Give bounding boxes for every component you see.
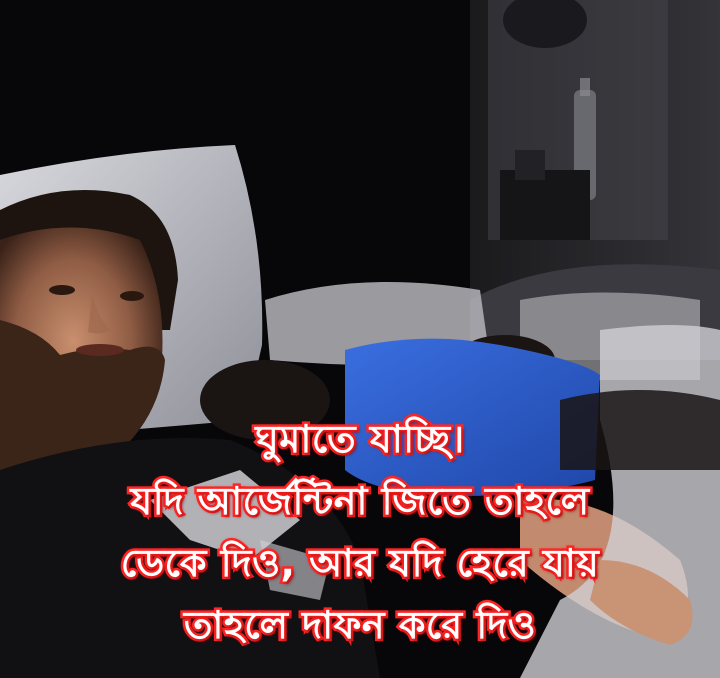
caption bbox=[0, 408, 720, 656]
caption-line-3: ডেকে দিও, আর যদি হেরে যায় bbox=[120, 541, 600, 585]
caption-line-1: ঘুমাতে যাচ্ছি। bbox=[255, 417, 465, 461]
caption-line-2: যদি আর্জেন্টিনা জিতে তাহলে bbox=[130, 479, 590, 523]
caption-line-4: তাহলে দাফন করে দিও bbox=[183, 603, 537, 647]
